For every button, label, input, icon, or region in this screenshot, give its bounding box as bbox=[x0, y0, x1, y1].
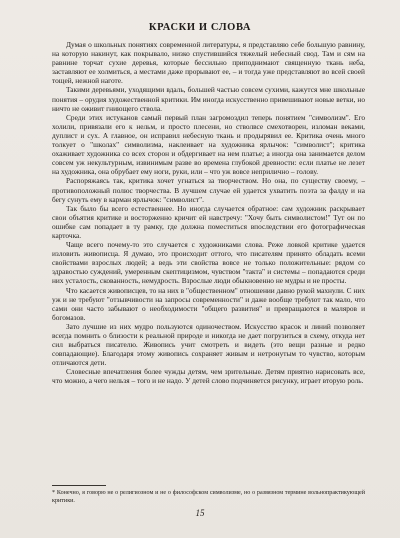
footnote: * Конечно, я говорю не о религиозном и не о философском символизме, но о развязном термине вольнопрактикующей критики. bbox=[52, 490, 365, 504]
paragraph: Распоряжаясь так, критика хочет угнаться за творчеством. Но она, по существу своему, – противоположный полюс творчества. В лучшем случае ей удается ухватить поэта за фалду и на бегу сунуть ему в карман ярлычок: "символист". bbox=[52, 176, 365, 204]
paragraph: Так было бы всего естественнее. Но иногда случается обратное: сам художник раскрывает свои объятия критике и восторженно кричит ей навстречу: "Хочу быть символистом!" Тут он по ошибке сам попадает в ту рамку, где должна поместиться впоследствии его фотографическая карточка. bbox=[52, 203, 365, 240]
paragraph: Среди этих истуканов самый первый план загромоздил теперь понятием "символизм". Его холили, привязали его к нельм, и просто плесени, но стволвсе смехотворен, изломан веками, дуплист и сух. А главное, он исправил небесную ткань и продырявил ее. Критика очень много толкует о "школах" символизма, наклеивает на художника ярлычок: "символист"; критика охаживает художника со всех сторон и обдергивает на нем платье; а иногда она занимается делом совсем уж некультурным, извинимым разве во времена глубокой древности: если платье не лезет на художника, она обрубает ему ноги, руки, или – что уж вовсе неприлично – голову. bbox=[52, 112, 365, 177]
paragraph: Словесные впечатления более чужды детям, чем зрительные. Детям приятно нарисовать все, что можно, а чего нельзя – того и не надо. У детей слово подчиняется рисунку, играет вторую роль. bbox=[52, 367, 365, 386]
paragraph: Думая о школьных понятиях современной литературы, я представляю себе большую равнину, на которую накинут, как покрывало, низко спустившийся тяжелый небесный свод. Там и сям на равнине торчат сухие деревья, которые бессильно приподнимают священную ткань неба, заставляют ее холмиться, а местами даже прорывают ее, – и тогда уже представляют во всей своей тощей, нежной наготе. bbox=[52, 40, 365, 86]
footnote-divider bbox=[52, 485, 106, 486]
page-number: 15 bbox=[195, 508, 205, 518]
paragraph: Что касается живописцев, то на них в "общественном" отношении давно рукой махнули. С них уж и не требуют "отзывчивости на запросы современности" и даже вообще требуют так мало, что сами они часто забывают о необходимости "общего развития" и превращаются в маляров и богомазов. bbox=[52, 285, 365, 322]
chapter-title: КРАСКИ И СЛОВА bbox=[148, 22, 252, 33]
paragraph: Такими деревьями, уходящими вдаль, большей частью совсем сухими, кажутся мне школьные понятия – орудия художественной критики. Им иногда искусственно привешивают новые ветки, но ничто не оживит гниющего ствола. bbox=[52, 85, 365, 113]
paragraph: Чаще всего почему-то это случается с художниками слова. Реже ловкой критике удается изловить живописца. Я думаю, это происходит оттого, что писателям принято обладать всеми свойствами взрослых людей; а ведь эти свойства вовсе не только положительные: рядом со здравостью суждений, умеренным скептицизмом, чувством "такта" и системы – попадаются среди них усталость, скованность, немудрость. Взрослые люди обыкновенно не мудры и не просты. bbox=[52, 240, 365, 286]
paragraph: Зато лучшие из них мудро пользуются одиночеством. Искусство красок и линий позволяет всегда помнить о близости к реальной природе и никогда не дает погрузиться в схему, откуда нет сил выбраться писателю. Живопись учит смотреть и видеть (это вещи разные и редко совпадающие). Благодаря этому живопись сохраняет живым и нетронутым то чувство, которым отличаются дети. bbox=[52, 321, 365, 368]
body-text bbox=[52, 40, 365, 386]
